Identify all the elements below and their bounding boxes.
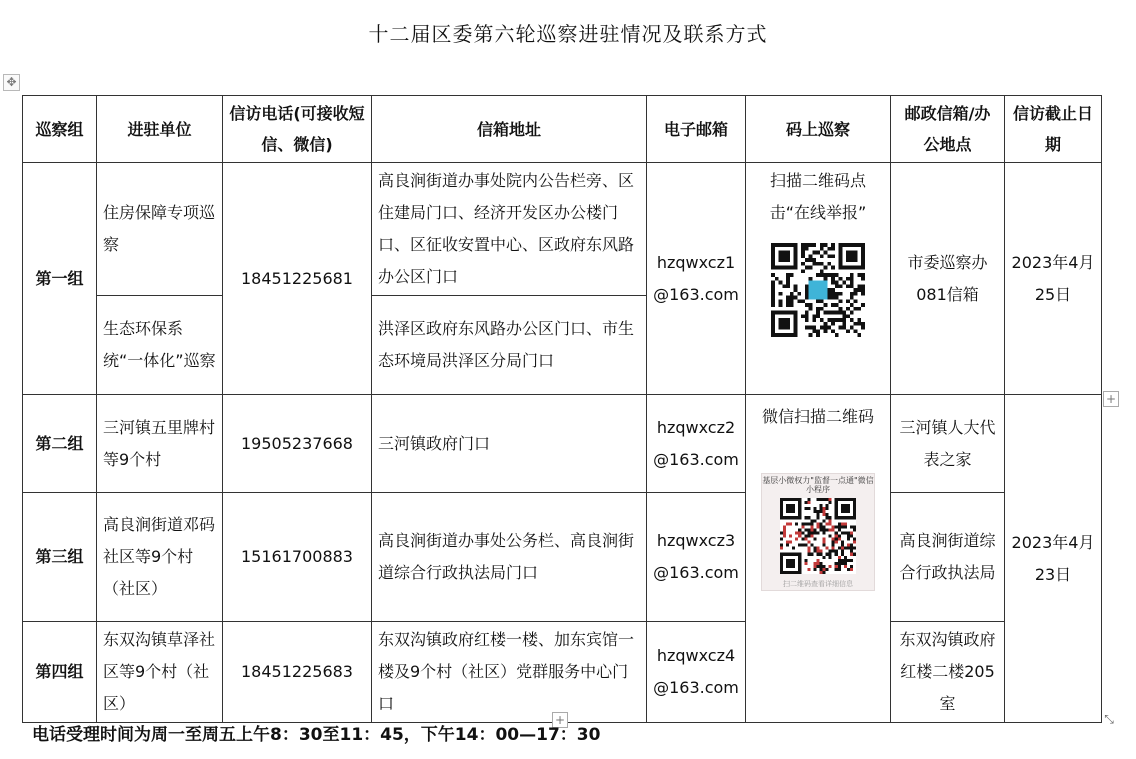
group-cell: 第一组	[23, 163, 97, 395]
page-title: 十二届区委第六轮巡察进驻情况及联系方式	[368, 22, 768, 46]
qr-cell	[746, 163, 891, 395]
header-qr: 码上巡察	[746, 96, 891, 163]
inspection-table	[22, 95, 1102, 723]
unit-cell: 生态环保系统“一体化”巡察	[97, 296, 223, 395]
header-unit: 进驻单位	[97, 96, 223, 163]
post-cell: 三河镇人大代表之家	[891, 395, 1005, 493]
table-row	[23, 622, 1102, 723]
header-email: 电子邮箱	[647, 96, 746, 163]
post-cell: 高良涧街道综合行政执法局	[891, 493, 1005, 622]
table-move-icon[interactable]: ✥	[3, 74, 20, 91]
group-cell: 第四组	[23, 622, 97, 723]
post-cell: 市委巡察办081信箱	[891, 163, 1005, 395]
footer-note: 电话受理时间为周一至周五上午8：30至11：45，下午14：00—17：30	[32, 725, 601, 745]
mailbox-cell: 高良涧街道办事处公务栏、高良涧街道综合行政执法局门口	[372, 493, 647, 622]
header-post: 邮政信箱/办公地点	[891, 96, 1005, 163]
mailbox-cell: 洪泽区政府东风路办公区门口、市生态环境局洪泽区分局门口	[372, 296, 647, 395]
deadline-cell: 2023年4月23日	[1005, 395, 1102, 723]
phone-cell: 19505237668	[223, 395, 372, 493]
email-cell: hzqwxcz3@163.com	[647, 493, 746, 622]
mini-program-card[interactable]	[761, 473, 875, 591]
mailbox-cell: 三河镇政府门口	[372, 395, 647, 493]
unit-cell: 高良涧街道邓码社区等9个村（社区）	[97, 493, 223, 622]
mailbox-cell: 东双沟镇政府红楼一楼、加东宾馆一楼及9个村（社区）党群服务中心门口	[372, 622, 647, 723]
group-cell: 第二组	[23, 395, 97, 493]
header-row	[23, 96, 1102, 163]
mailbox-cell: 高良涧街道办事处院内公告栏旁、区住建局门口、经济开发区办公楼门口、区征收安置中心、区政府东风路办公区门口	[372, 163, 647, 296]
table-row	[23, 395, 1102, 493]
post-cell: 东双沟镇政府红楼二楼205室	[891, 622, 1005, 723]
mini-program-qr-code[interactable]	[780, 498, 856, 574]
report-qr-code[interactable]	[771, 243, 865, 337]
unit-cell: 东双沟镇草泽社区等9个村（社区）	[97, 622, 223, 723]
add-row-icon[interactable]: +	[552, 712, 568, 728]
header-group: 巡察组	[23, 96, 97, 163]
table-row	[23, 493, 1102, 622]
mini-program-hint: 扫二维码查看详细信息	[783, 580, 853, 588]
group-cell: 第三组	[23, 493, 97, 622]
unit-cell: 住房保障专项巡察	[97, 163, 223, 296]
qr-label: 微信扫描二维码	[761, 407, 874, 426]
mini-program-caption: 基层小微权力"监督一点通"微信小程序	[762, 476, 874, 494]
phone-cell: 18451225681	[223, 163, 372, 395]
qr-cell	[746, 395, 891, 723]
header-deadline: 信访截止日期	[1005, 96, 1102, 163]
header-mailbox: 信箱地址	[372, 96, 647, 163]
header-phone: 信访电话(可接收短信、微信)	[223, 96, 372, 163]
qr-label: 扫描二维码点击“在线举报”	[769, 171, 867, 222]
email-cell: hzqwxcz4@163.com	[647, 622, 746, 723]
email-cell: hzqwxcz2@163.com	[647, 395, 746, 493]
phone-cell: 18451225683	[223, 622, 372, 723]
table-resize-icon[interactable]: ⤡	[1104, 712, 1114, 726]
add-column-icon[interactable]: +	[1103, 391, 1119, 407]
deadline-cell: 2023年4月25日	[1005, 163, 1102, 395]
table-row	[23, 163, 1102, 296]
unit-cell: 三河镇五里牌村等9个村	[97, 395, 223, 493]
phone-cell: 15161700883	[223, 493, 372, 622]
email-cell: hzqwxcz1@163.com	[647, 163, 746, 395]
